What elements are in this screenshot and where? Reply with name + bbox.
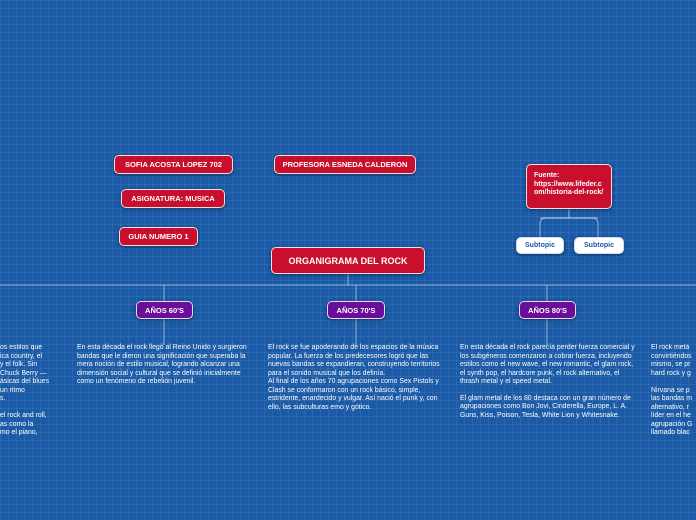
source-label: Fuente: [534, 172, 560, 179]
text-line: el rock and roll, [0, 412, 47, 419]
teacher-label: PROFESORA ESNEDA CALDERON [282, 160, 408, 169]
text-line: os estilos que [0, 344, 43, 351]
decade-80s-text [460, 344, 635, 428]
text-line: mo el piano, [0, 429, 38, 436]
root-node[interactable] [271, 247, 425, 274]
teacher-node[interactable] [274, 155, 416, 174]
decade-label: AÑOS 80'S [528, 305, 567, 315]
source-url: https://www.lifeder.com/historia-del-rock/ [534, 180, 604, 196]
text-line: las bandas m [651, 395, 692, 402]
subject-node[interactable] [121, 189, 225, 208]
text-line: y el folk. Sin [0, 361, 38, 368]
decade-70s-text [268, 344, 443, 420]
text-line: llamado blac [651, 429, 690, 436]
decade-60s-node[interactable] [136, 301, 193, 319]
paragraph: En esta década el rock llegó al Reino Unido y surgieron bandas que le dieron una significación que superaba la mera noción de estilo musical, logrando alcanzar una dimensión social y cultural que se definió inicialmente como un fenómeno de rebelión juvenil. [77, 344, 247, 385]
decade-label: AÑOS 70'S [336, 305, 376, 315]
text-line: El rock metá [651, 344, 690, 351]
text-line: ica country, el [0, 352, 42, 360]
paragraph: El glam metal de los 80 destaca con un gran número de agrupaciones como Bon Jovi, Cinderella, Europe, L. A. Guns, Kiss, Poison, Tesla, White Lion y Whitesnake. [460, 394, 631, 419]
paragraph: En esta década el rock parecía perder fuerza comercial y los subgéneros comenzaron a cobrar fuerza, incluyendo estilos como el new wave, el new romantic, el glam rock, el synth pop, el hardcore punk, el rock alternativo, el thrash metal y el speed metal. [460, 344, 635, 385]
text-line: as como la [0, 420, 34, 428]
source-node[interactable] [526, 164, 612, 209]
author-node[interactable] [114, 155, 233, 174]
left-partial-text [0, 344, 60, 438]
guide-node[interactable] [119, 227, 198, 246]
text-line: un ritmo [0, 386, 25, 394]
subtopic-label: Subtopic [584, 242, 614, 249]
text-line: mismo, se pr [651, 361, 691, 368]
text-line: Nirvana se p [651, 386, 690, 394]
paragraph: Al final de los años 70 agrupaciones como Sex Pistols y Clash se conformaron con un rock básico, simple, estridente, enardecido y vulgar. Así nació el punk y, con ello, las subculturas emo y gótico. [268, 378, 439, 411]
decade-60s-text [77, 344, 252, 395]
text-line: convirtiéndos [651, 352, 692, 360]
decade-70s-node[interactable] [327, 301, 385, 319]
subtopic-node-2[interactable] [574, 237, 624, 254]
text-line: s. [0, 395, 6, 402]
author-label: SOFIA ACOSTA LOPEZ 702 [125, 160, 222, 169]
text-line: agrupación G [651, 420, 693, 428]
text-line: líder en el he [651, 412, 691, 419]
right-partial-text [651, 344, 696, 438]
text-line: Chuck Berry — [0, 369, 47, 377]
decade-label: AÑOS 60'S [145, 305, 184, 315]
text-line: alternativo, r [651, 403, 689, 411]
subject-label: ASIGNATURA: MUSICA [131, 194, 215, 203]
paragraph: El rock se fue apoderando de los espacios de la música popular. La fuerza de los predecesores logró que las nuevas bandas se expandieran, construyendo territorios para el sonido musical que los definía. [268, 344, 440, 377]
decade-80s-node[interactable] [519, 301, 576, 319]
text-line: hard rock y g [651, 369, 691, 377]
subtopic-label: Subtopic [525, 242, 555, 249]
root-title: ORGANIGRAMA DEL ROCK [288, 255, 408, 266]
text-line: ásicas del blues [0, 378, 50, 385]
subtopic-node-1[interactable] [516, 237, 564, 254]
guide-label: GUIA NUMERO 1 [128, 232, 189, 241]
